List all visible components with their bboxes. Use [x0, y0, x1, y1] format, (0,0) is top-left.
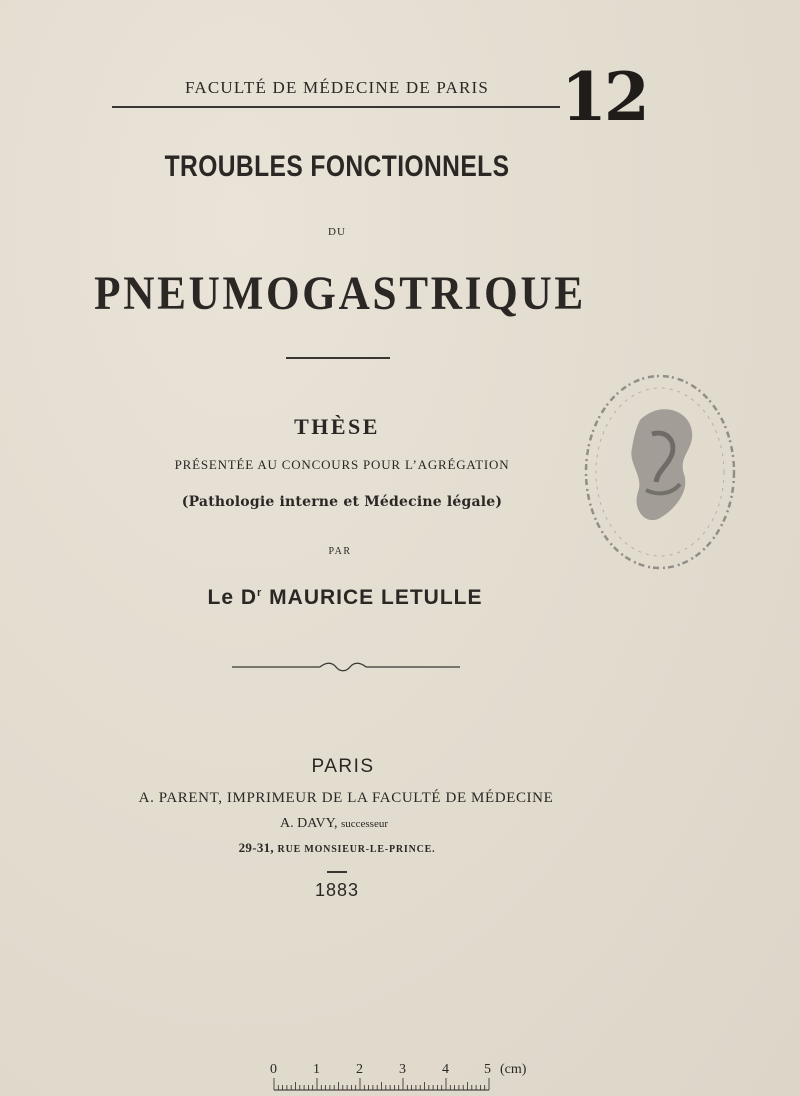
by-line: PAR — [328, 546, 352, 557]
header-rule — [112, 106, 560, 108]
address-street: RUE MONSIEUR-LE-PRINCE. — [277, 844, 436, 855]
successor-label: successeur — [340, 818, 388, 830]
author-title-sup: r — [257, 587, 263, 599]
imprint-city: PARIS — [311, 756, 375, 777]
library-stamp — [580, 370, 740, 575]
scale-label-4: 4 — [442, 1062, 449, 1077]
author-line — [208, 586, 483, 610]
scale-label-1: 1 — [313, 1062, 320, 1077]
scale-label-3: 3 — [399, 1062, 406, 1077]
author-prefix: Le D — [207, 586, 258, 609]
thesis-heading: THÈSE — [294, 414, 380, 439]
successor-name: A. DAVY, — [280, 816, 338, 831]
imprint-address — [239, 840, 436, 856]
specialty-line: (Pathologie interne et Médecine légale) — [181, 494, 503, 510]
scale-unit: (cm) — [500, 1062, 527, 1077]
imprint-successor — [280, 816, 388, 832]
ornamental-rule — [232, 659, 460, 675]
scale-label-2: 2 — [356, 1062, 363, 1077]
author-name: MAURICE LETULLE — [269, 586, 483, 609]
title-rule — [286, 357, 390, 359]
year-dash — [327, 871, 347, 873]
faculty-header: FACULTÉ DE MÉDECINE DE PARIS — [184, 78, 490, 97]
scale-ticks — [274, 1078, 489, 1090]
thesis-number: 12 — [561, 58, 647, 136]
scale-label-0: 0 — [270, 1062, 277, 1077]
imprint-printer: A. PARENT, IMPRIMEUR DE LA FACULTÉ DE MÉDECINE — [138, 790, 554, 806]
address-number: 29-31, — [238, 840, 274, 855]
scale-label-5: 5 — [484, 1062, 491, 1077]
scale-bar — [268, 1058, 548, 1094]
presented-line: PRÉSENTÉE AU CONCOURS POUR L’AGRÉGATION — [174, 457, 510, 472]
title-line-2: PNEUMOGASTRIQUE — [94, 267, 586, 320]
title-line-1: TROUBLES FONCTIONNELS — [164, 150, 510, 183]
title-connector: DU — [328, 226, 346, 238]
imprint-year: 1883 — [314, 880, 360, 900]
